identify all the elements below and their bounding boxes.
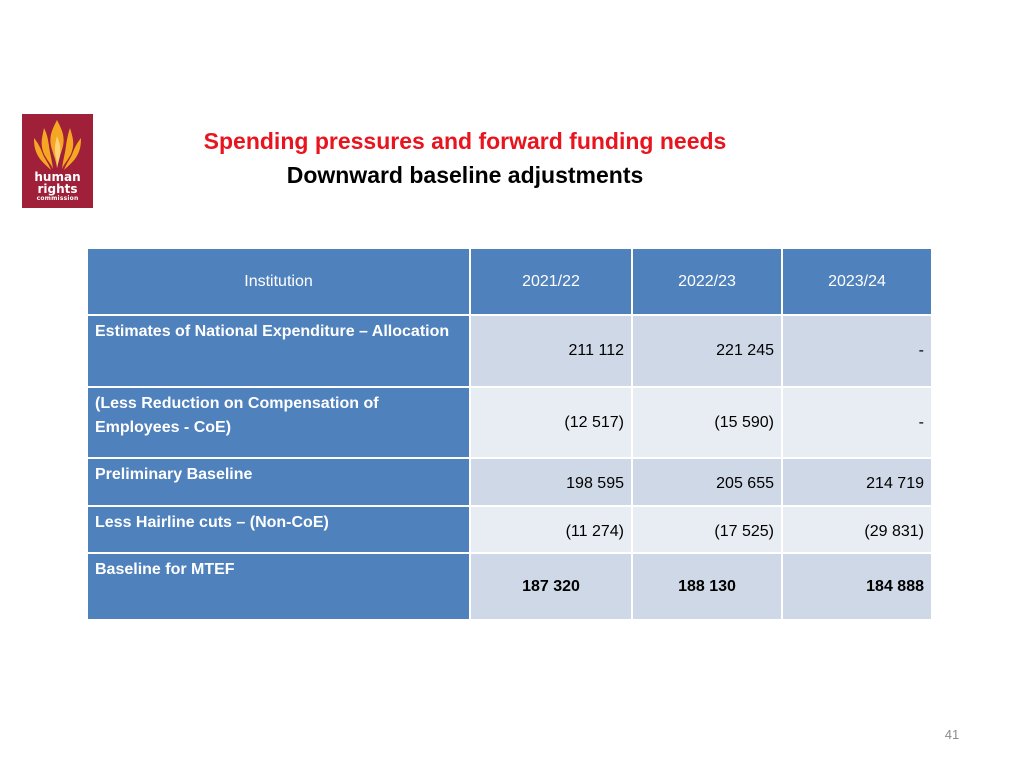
logo-text-commission: commission bbox=[36, 195, 79, 202]
header-2022-23: 2022/23 bbox=[632, 248, 782, 315]
cell-value: (15 590) bbox=[632, 387, 782, 458]
row-label: Baseline for MTEF bbox=[87, 553, 470, 620]
table-row bbox=[87, 458, 932, 506]
header-institution: Institution bbox=[87, 248, 470, 315]
cell-value: (29 831) bbox=[782, 506, 932, 553]
table-row bbox=[87, 315, 932, 387]
human-rights-commission-logo bbox=[22, 114, 93, 208]
slide-subtitle: Downward baseline adjustments bbox=[286, 162, 644, 188]
cell-value: (11 274) bbox=[470, 506, 632, 553]
cell-value: - bbox=[782, 387, 932, 458]
cell-value: (12 517) bbox=[470, 387, 632, 458]
row-label: Preliminary Baseline bbox=[87, 458, 470, 506]
cell-value: 198 595 bbox=[470, 458, 632, 506]
row-label: Less Hairline cuts – (Non-CoE) bbox=[87, 506, 470, 553]
cell-value: 211 112 bbox=[470, 315, 632, 387]
logo-text-human: human bbox=[34, 170, 81, 184]
cell-value: 184 888 bbox=[782, 553, 932, 620]
logo-text-rights: rights bbox=[37, 182, 78, 196]
table-header-row bbox=[87, 248, 932, 315]
cell-value: 214 719 bbox=[782, 458, 932, 506]
cell-value: 187 320 bbox=[470, 553, 632, 620]
cell-value: - bbox=[782, 315, 932, 387]
cell-value: 188 130 bbox=[632, 553, 782, 620]
flame-icon bbox=[22, 114, 93, 172]
table-row-total bbox=[87, 553, 932, 620]
table-row bbox=[87, 506, 932, 553]
page-number: 41 bbox=[944, 727, 960, 742]
cell-value: 205 655 bbox=[632, 458, 782, 506]
header-2023-24: 2023/24 bbox=[782, 248, 932, 315]
table-row bbox=[87, 387, 932, 458]
baseline-adjustments-table bbox=[86, 247, 933, 621]
slide-title: Spending pressures and forward funding needs bbox=[203, 128, 727, 154]
header-2021-22: 2021/22 bbox=[470, 248, 632, 315]
row-label: (Less Reduction on Compensation of Employees - CoE) bbox=[87, 387, 470, 458]
cell-value: (17 525) bbox=[632, 506, 782, 553]
cell-value: 221 245 bbox=[632, 315, 782, 387]
row-label: Estimates of National Expenditure – Allocation bbox=[87, 315, 470, 387]
